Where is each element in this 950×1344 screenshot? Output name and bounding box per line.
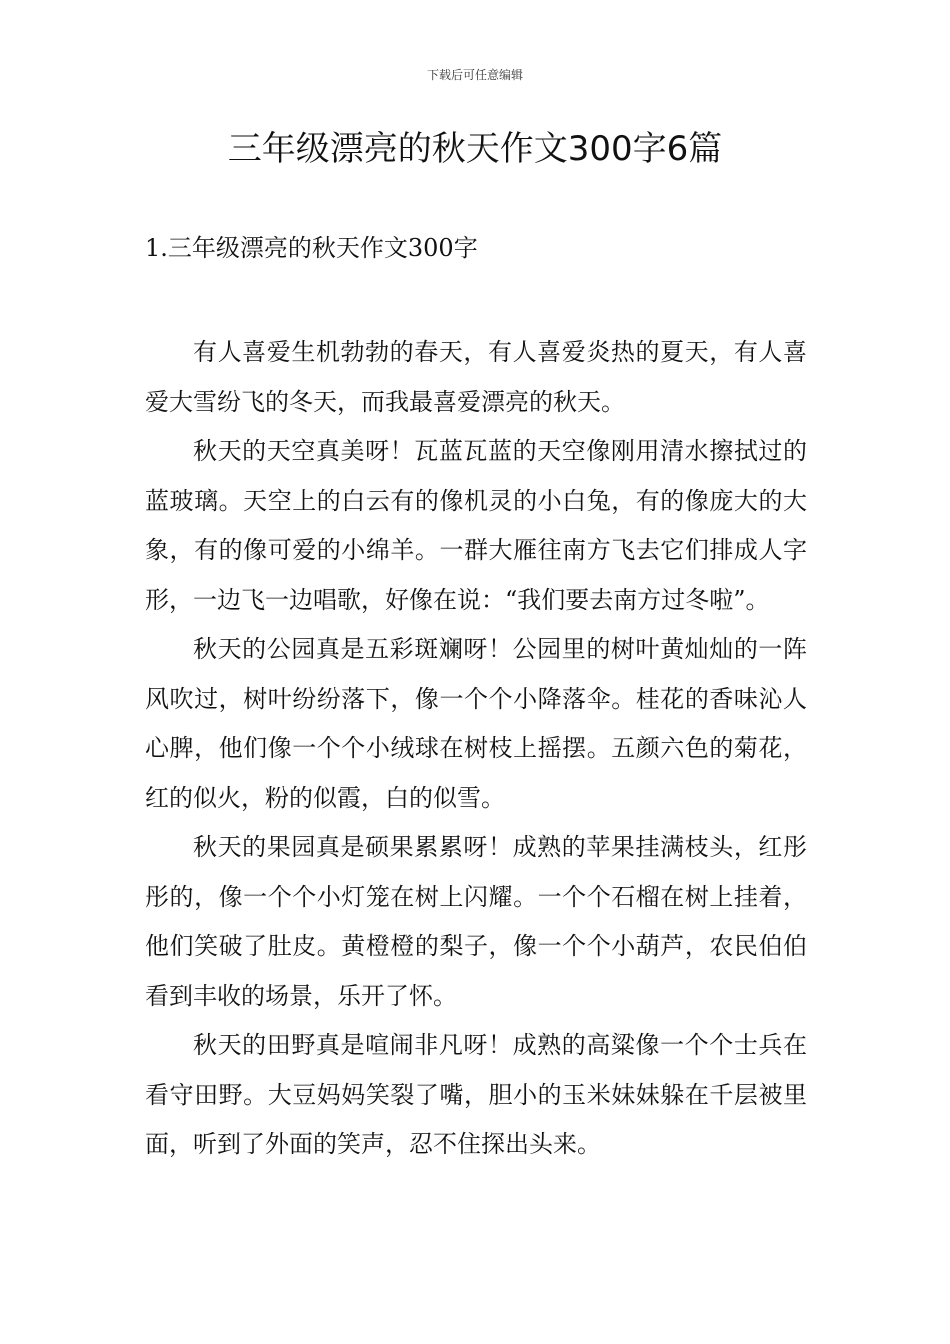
paragraph: 有人喜爱生机勃勃的春天，有人喜爱炎热的夏天，有人喜爱大雪纷飞的冬天，而我最喜爱漂亮的秋天。: [145, 338, 807, 416]
essay-body: [145, 328, 807, 1170]
paragraph: 秋天的田野真是喧闹非凡呀！成熟的高粱像一个个士兵在看守田野。大豆妈妈笑裂了嘴，胆小的玉米妹妹躲在千层被里面，听到了外面的笑声，忍不住探出头来。: [145, 1031, 807, 1158]
section-heading: 1.三年级漂亮的秋天作文300字: [145, 234, 478, 262]
paragraph: 秋天的果园真是硕果累累呀！成熟的苹果挂满枝头，红彤彤的，像一个个小灯笼在树上闪耀。一个个石榴在树上挂着，他们笑破了肚皮。黄橙橙的梨子，像一个个小葫芦，农民伯伯看到丰收的场景，乐开了怀。: [145, 833, 807, 1010]
paragraph: 秋天的天空真美呀！瓦蓝瓦蓝的天空像刚用清水擦拭过的蓝玻璃。天空上的白云有的像机灵的小白兔，有的像庞大的大象，有的像可爱的小绵羊。一群大雁往南方飞去它们排成人字形，一边飞一边唱歌，好像在说：“我们要去南方过冬啦”。: [145, 437, 807, 614]
header-note: 下载后可任意编辑: [426, 68, 523, 82]
paragraph: 秋天的公园真是五彩斑斓呀！公园里的树叶黄灿灿的一阵风吹过，树叶纷纷落下，像一个个小降落伞。桂花的香味沁人心脾，他们像一个个小绒球在树枝上摇摆。五颜六色的菊花，红的似火，粉的似霞，白的似雪。: [145, 635, 807, 812]
document-title: 三年级漂亮的秋天作文300字6篇: [227, 129, 723, 169]
